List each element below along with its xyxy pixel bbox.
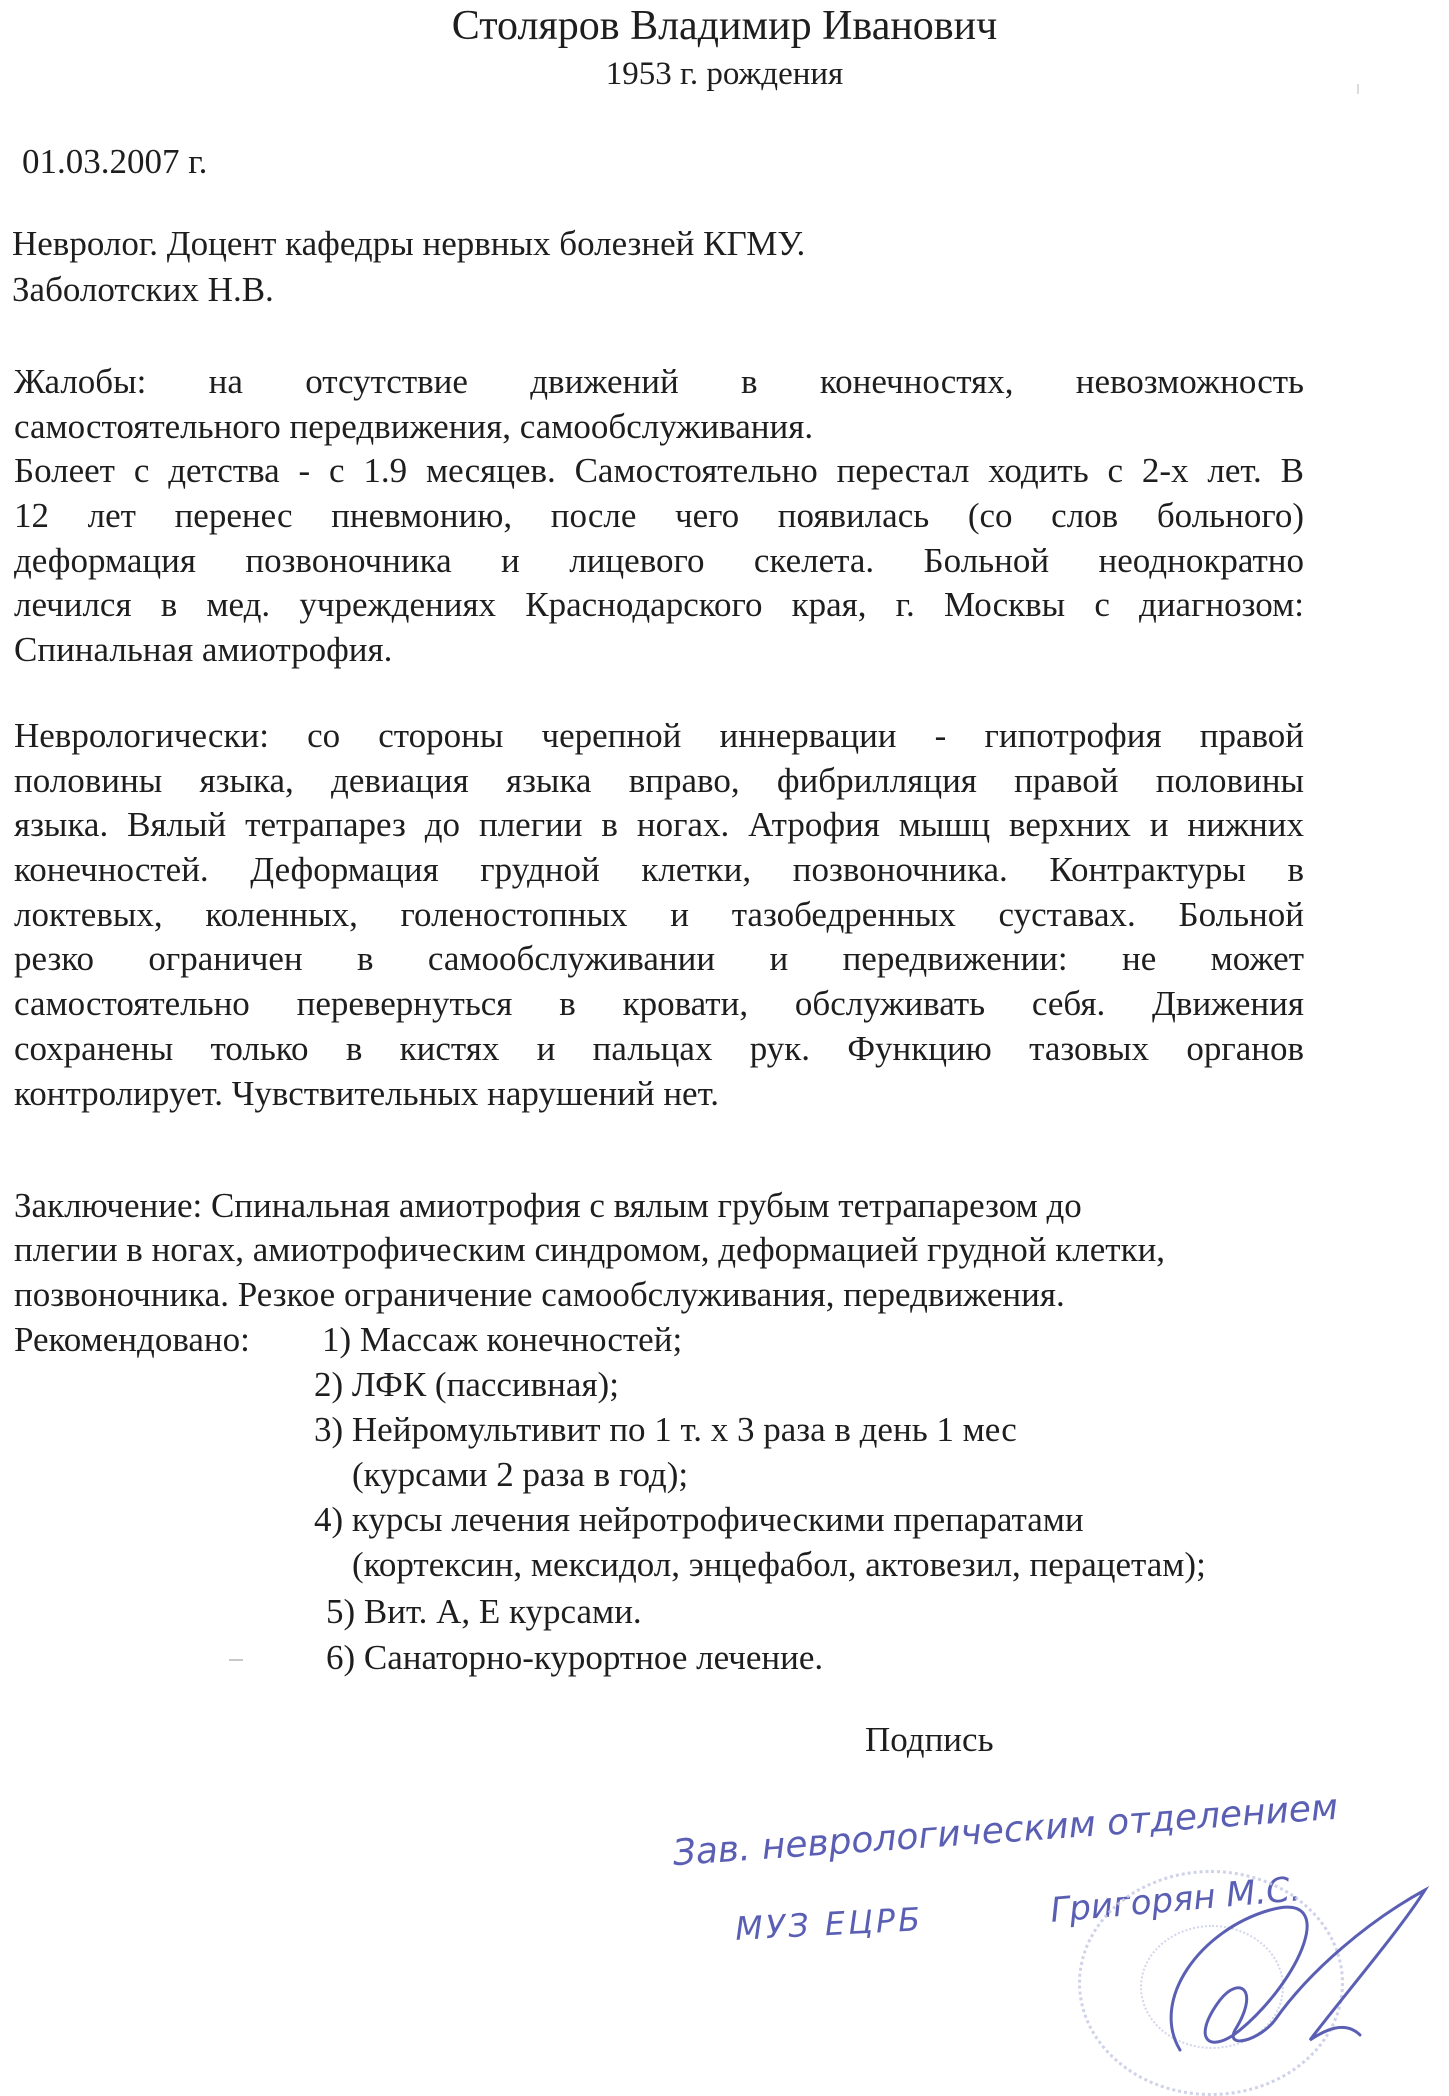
- complaints-line: Жалобы: на отсутствие движений в конечностях, невозможность: [14, 362, 1304, 401]
- complaints-line: самостоятельного передвижения, самообслуживания.: [14, 406, 814, 446]
- recommendation-item: 2) ЛФК (пассивная);: [314, 1365, 619, 1404]
- neurological-section: [14, 714, 1304, 1116]
- doctor-title: Невролог. Доцент кафедры нервных болезней КГМУ.: [12, 224, 806, 263]
- birth-year: 1953 г. рождения: [605, 56, 844, 92]
- scan-speck: [229, 1659, 243, 1661]
- handwritten-institution: МУЗ ЕЦРБ: [734, 1900, 924, 1948]
- conclusion-line: Заключение: Спинальная амиотрофия с вялым грубым тетрапарезом до: [14, 1186, 1082, 1225]
- neuro-line: самостоятельно перевернуться в кровати, обслуживать себя. Движения: [14, 984, 1304, 1024]
- signature-label: Подпись: [865, 1720, 994, 1759]
- handwritten-position: Зав. неврологическим отделением: [671, 1786, 1340, 1875]
- complaints-line: лечился в мед. учреждениях Краснодарского края, г. Москвы с диагнозом:: [14, 585, 1304, 625]
- neuro-line: резко ограничен в самообслуживании и передвижении: не может: [14, 939, 1304, 979]
- neuro-line: контролирует. Чувствительных нарушений нет.: [14, 1073, 720, 1113]
- patient-name: Столяров Владимир Иванович: [451, 3, 998, 49]
- recommendation-item: (кортексин, мексидол, энцефабол, актовезил, перацетам);: [352, 1545, 1206, 1584]
- neuro-line: сохранены только в кистях и пальцах рук. Функцию тазовых органов: [14, 1028, 1304, 1068]
- complaints-line: 12 лет перенес пневмонию, после чего появилась (со слов больного): [14, 496, 1304, 536]
- neuro-line: локтевых, коленных, голеностопных и тазобедренных суставах. Больной: [14, 894, 1304, 934]
- recommendation-item: 5) Вит. А, Е курсами.: [326, 1592, 642, 1631]
- complaints-line: деформация позвоночника и лицевого скелета. Больной неоднократно: [14, 540, 1304, 580]
- complaints-section: [14, 360, 1304, 673]
- neuro-line: половины языка, девиация языка вправо, фибрилляция правой половины: [14, 760, 1304, 800]
- complaints-line: Болеет с детства - с 1.9 месяцев. Самостоятельно перестал ходить с 2-х лет. В: [14, 451, 1304, 491]
- signature-stroke: [1171, 1890, 1425, 2050]
- document-date: 01.03.2007 г.: [22, 142, 208, 181]
- recommendation-item: 4) курсы лечения нейротрофическими препаратами: [314, 1500, 1084, 1539]
- recommendation-item: 6) Санаторно-курортное лечение.: [326, 1638, 824, 1677]
- complaints-line: Спинальная амиотрофия.: [14, 630, 393, 670]
- signature-scribble: [1110, 1880, 1440, 2080]
- recommendation-item: 3) Нейромультивит по 1 т. х 3 раза в день 1 мес: [314, 1410, 1017, 1449]
- conclusion-line: плегии в ногах, амиотрофическим синдромом, деформацией грудной клетки,: [14, 1230, 1166, 1269]
- doctor-name: Заболотских Н.В.: [12, 270, 274, 309]
- recommendation-item: 1) Массаж конечностей;: [322, 1320, 683, 1359]
- scan-speck: [1357, 84, 1359, 94]
- neuro-line: языка. Вялый тетрапарез до плегии в ногах. Атрофия мышц верхних и нижних: [14, 805, 1304, 845]
- conclusion-line: позвоночника. Резкое ограничение самообслуживания, передвижения.: [14, 1275, 1065, 1314]
- neuro-line: Неврологически: со стороны черепной иннервации - гипотрофия правой: [14, 716, 1304, 755]
- recommendations-label: Рекомендовано:: [14, 1320, 250, 1359]
- handwritten-name: Григорян М.С.: [1048, 1869, 1303, 1931]
- recommendation-item: (курсами 2 раза в год);: [352, 1455, 689, 1494]
- neuro-line: конечностей. Деформация грудной клетки, позвоночника. Контрактуры в: [14, 850, 1304, 890]
